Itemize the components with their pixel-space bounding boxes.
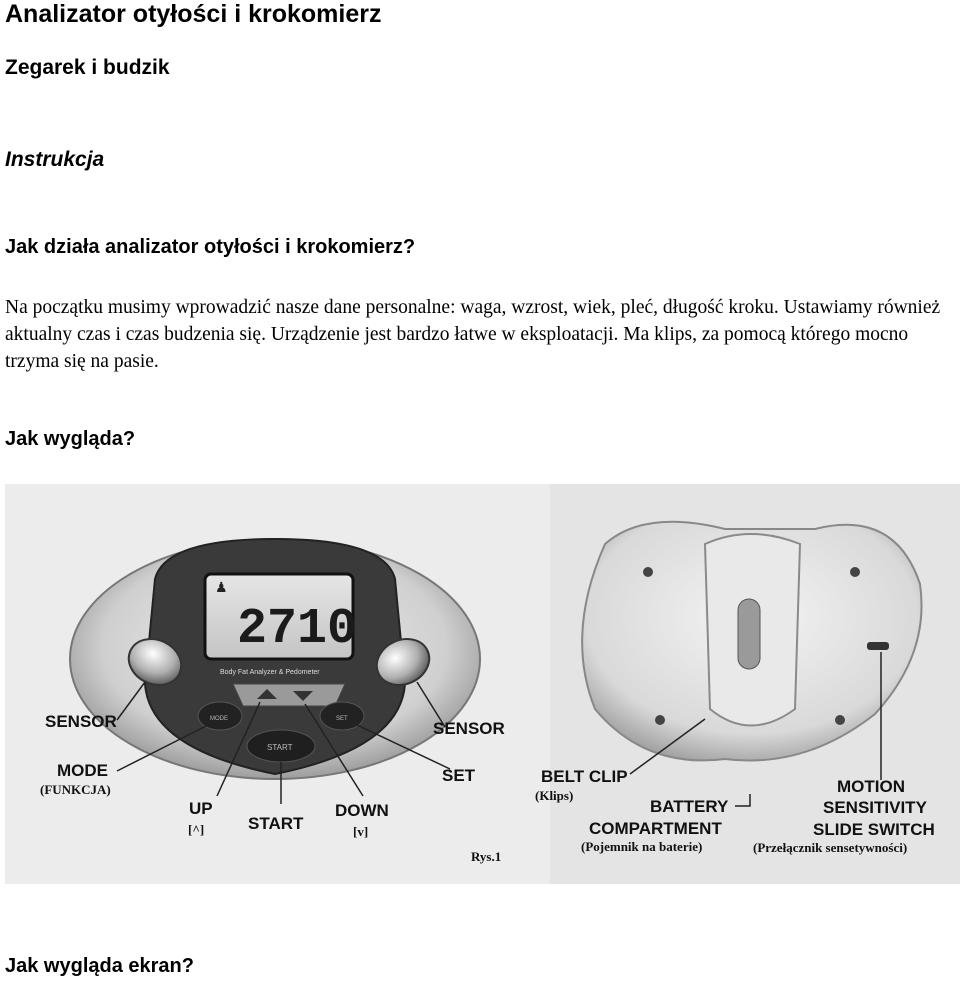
lcd-walker-icon: ♟ bbox=[215, 580, 228, 596]
label-motion-line3: SLIDE SWITCH bbox=[813, 820, 935, 839]
set-button-label: SET bbox=[336, 716, 348, 722]
label-down-symbol: [v] bbox=[353, 824, 369, 839]
screw-top-right bbox=[850, 567, 860, 577]
question-heading-screen: Jak wygląda ekran? bbox=[5, 955, 194, 977]
label-sensor-right: SENSOR bbox=[433, 719, 505, 738]
screw-bottom-left bbox=[655, 715, 665, 725]
document-title: Analizator otyłości i krokomierz bbox=[5, 0, 382, 28]
belt-clip-slot bbox=[738, 599, 760, 669]
label-sensor-left: SENSOR bbox=[45, 712, 117, 731]
label-down: DOWN bbox=[335, 801, 389, 820]
document-subtitle: Zegarek i budzik bbox=[5, 56, 170, 79]
label-motion-line2: SENSITIVITY bbox=[823, 798, 927, 817]
label-battery-line1: BATTERY bbox=[650, 797, 729, 816]
label-belt-clip: BELT CLIP bbox=[541, 767, 628, 786]
label-mode-pl: (FUNKCJA) bbox=[40, 782, 111, 797]
label-belt-clip-pl: (Klips) bbox=[535, 788, 574, 803]
up-down-button-bar bbox=[233, 684, 345, 706]
label-motion-line1: MOTION bbox=[837, 777, 905, 796]
label-up: UP bbox=[189, 799, 213, 818]
label-battery-pl: (Pojemnik na baterie) bbox=[581, 839, 703, 854]
question-heading-looks: Jak wygląda? bbox=[5, 428, 136, 450]
label-start: START bbox=[248, 814, 304, 833]
mode-button-label: MODE bbox=[210, 716, 228, 722]
device-caption: Body Fat Analyzer & Pedometer bbox=[220, 669, 320, 676]
label-battery-line2: COMPARTMENT bbox=[589, 819, 722, 838]
device-figure bbox=[5, 484, 960, 884]
label-up-symbol: [^] bbox=[188, 822, 205, 837]
screw-bottom-right bbox=[835, 715, 845, 725]
lcd-display-value: 2710 bbox=[237, 601, 358, 658]
label-motion-pl: (Przełącznik sensetywności) bbox=[753, 840, 908, 855]
screw-top-left bbox=[643, 567, 653, 577]
device-front bbox=[70, 539, 480, 779]
label-mode: MODE bbox=[57, 761, 108, 780]
motion-slide-switch[interactable] bbox=[867, 642, 889, 650]
start-button-label: START bbox=[267, 743, 293, 752]
question-heading-how-works: Jak działa analizator otyłości i krokomierz? bbox=[5, 236, 416, 258]
section-heading-instructions: Instrukcja bbox=[5, 148, 105, 171]
device-illustration bbox=[5, 484, 960, 884]
figure-number: Rys.1 bbox=[471, 849, 502, 864]
intro-paragraph: Na początku musimy wprowadzić nasze dane personalne: waga, wzrost, wiek, pleć, długość kroku. Ustawiamy również aktualny czas i czas budzenia się. Urządzenie jest bardzo łatwe w eksploatacji. Ma klips, za pomocą którego mocno trzyma się na pasie. bbox=[5, 297, 941, 372]
label-set: SET bbox=[442, 766, 476, 785]
